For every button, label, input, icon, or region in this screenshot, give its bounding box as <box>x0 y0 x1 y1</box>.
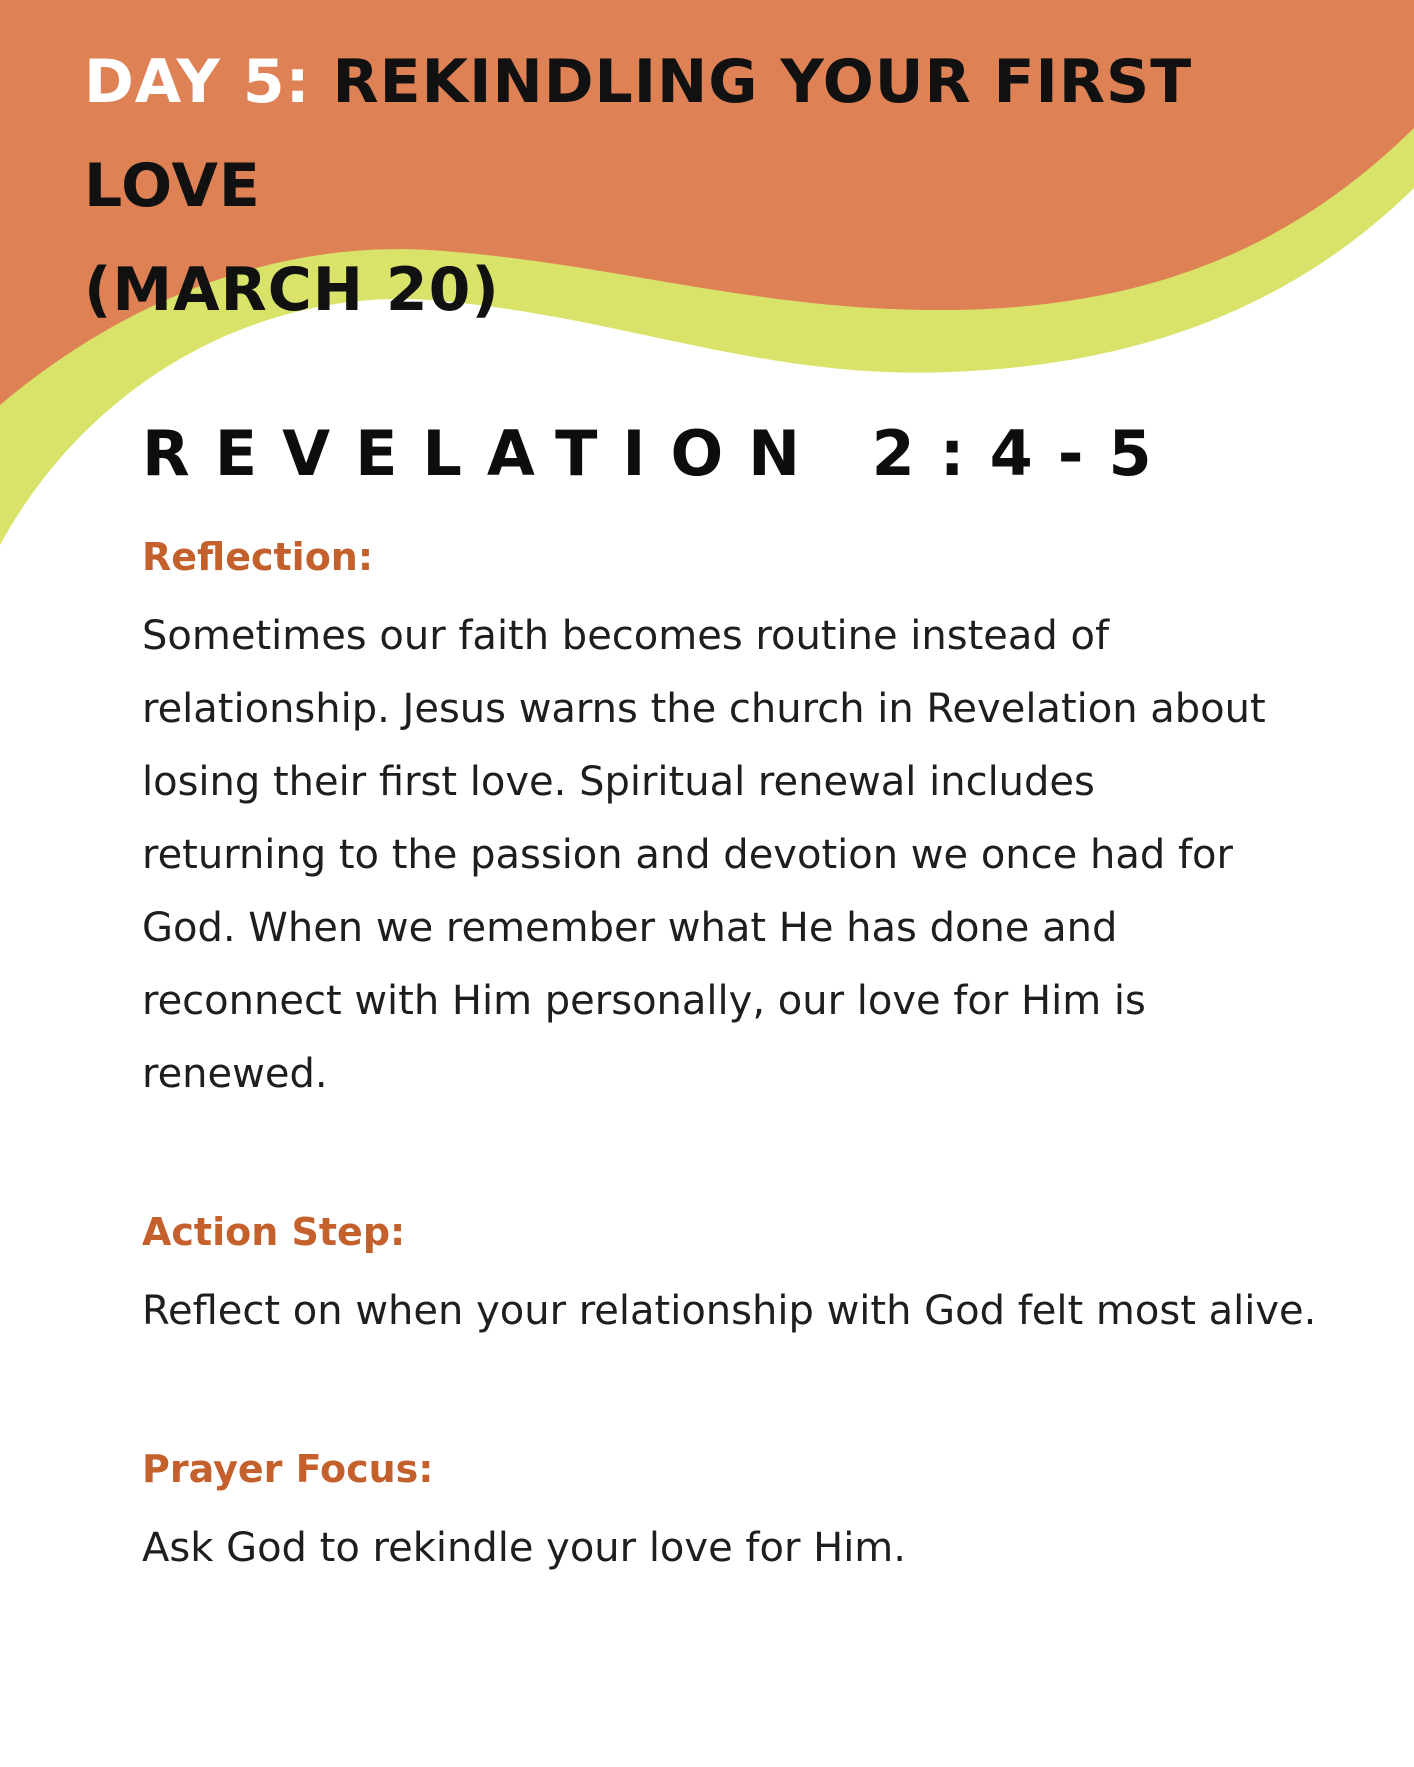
day-label: DAY 5: <box>84 47 311 117</box>
devotional-content <box>142 410 1322 1585</box>
reflection-section <box>142 532 1322 1111</box>
reflection-text: Sometimes our faith becomes routine instead of relationship. Jesus warns the church in Revelation about losing their first love. Spiritual renewal includes returning to the passion and devotion we once had for God. When we remember what He has done and reconnect with Him personally, our love for Him is renewed. <box>142 613 1266 1097</box>
prayer-focus-section <box>142 1444 1322 1585</box>
prayer-focus-heading: Prayer Focus: <box>142 1447 434 1491</box>
scripture-reference: REVELATION 2:4-5 <box>142 417 1177 490</box>
title-line-1: REKINDLING YOUR FIRST LOVE <box>84 47 1193 221</box>
action-step-section <box>142 1207 1322 1348</box>
prayer-focus-text: Ask God to rekindle your love for Him. <box>142 1525 906 1571</box>
page-title <box>84 30 1344 342</box>
title-line-2: (MARCH 20) <box>84 255 500 325</box>
action-step-text: Reflect on when your relationship with God felt most alive. <box>142 1288 1317 1334</box>
action-step-heading: Action Step: <box>142 1210 406 1254</box>
reflection-heading: Reflection: <box>142 535 374 579</box>
